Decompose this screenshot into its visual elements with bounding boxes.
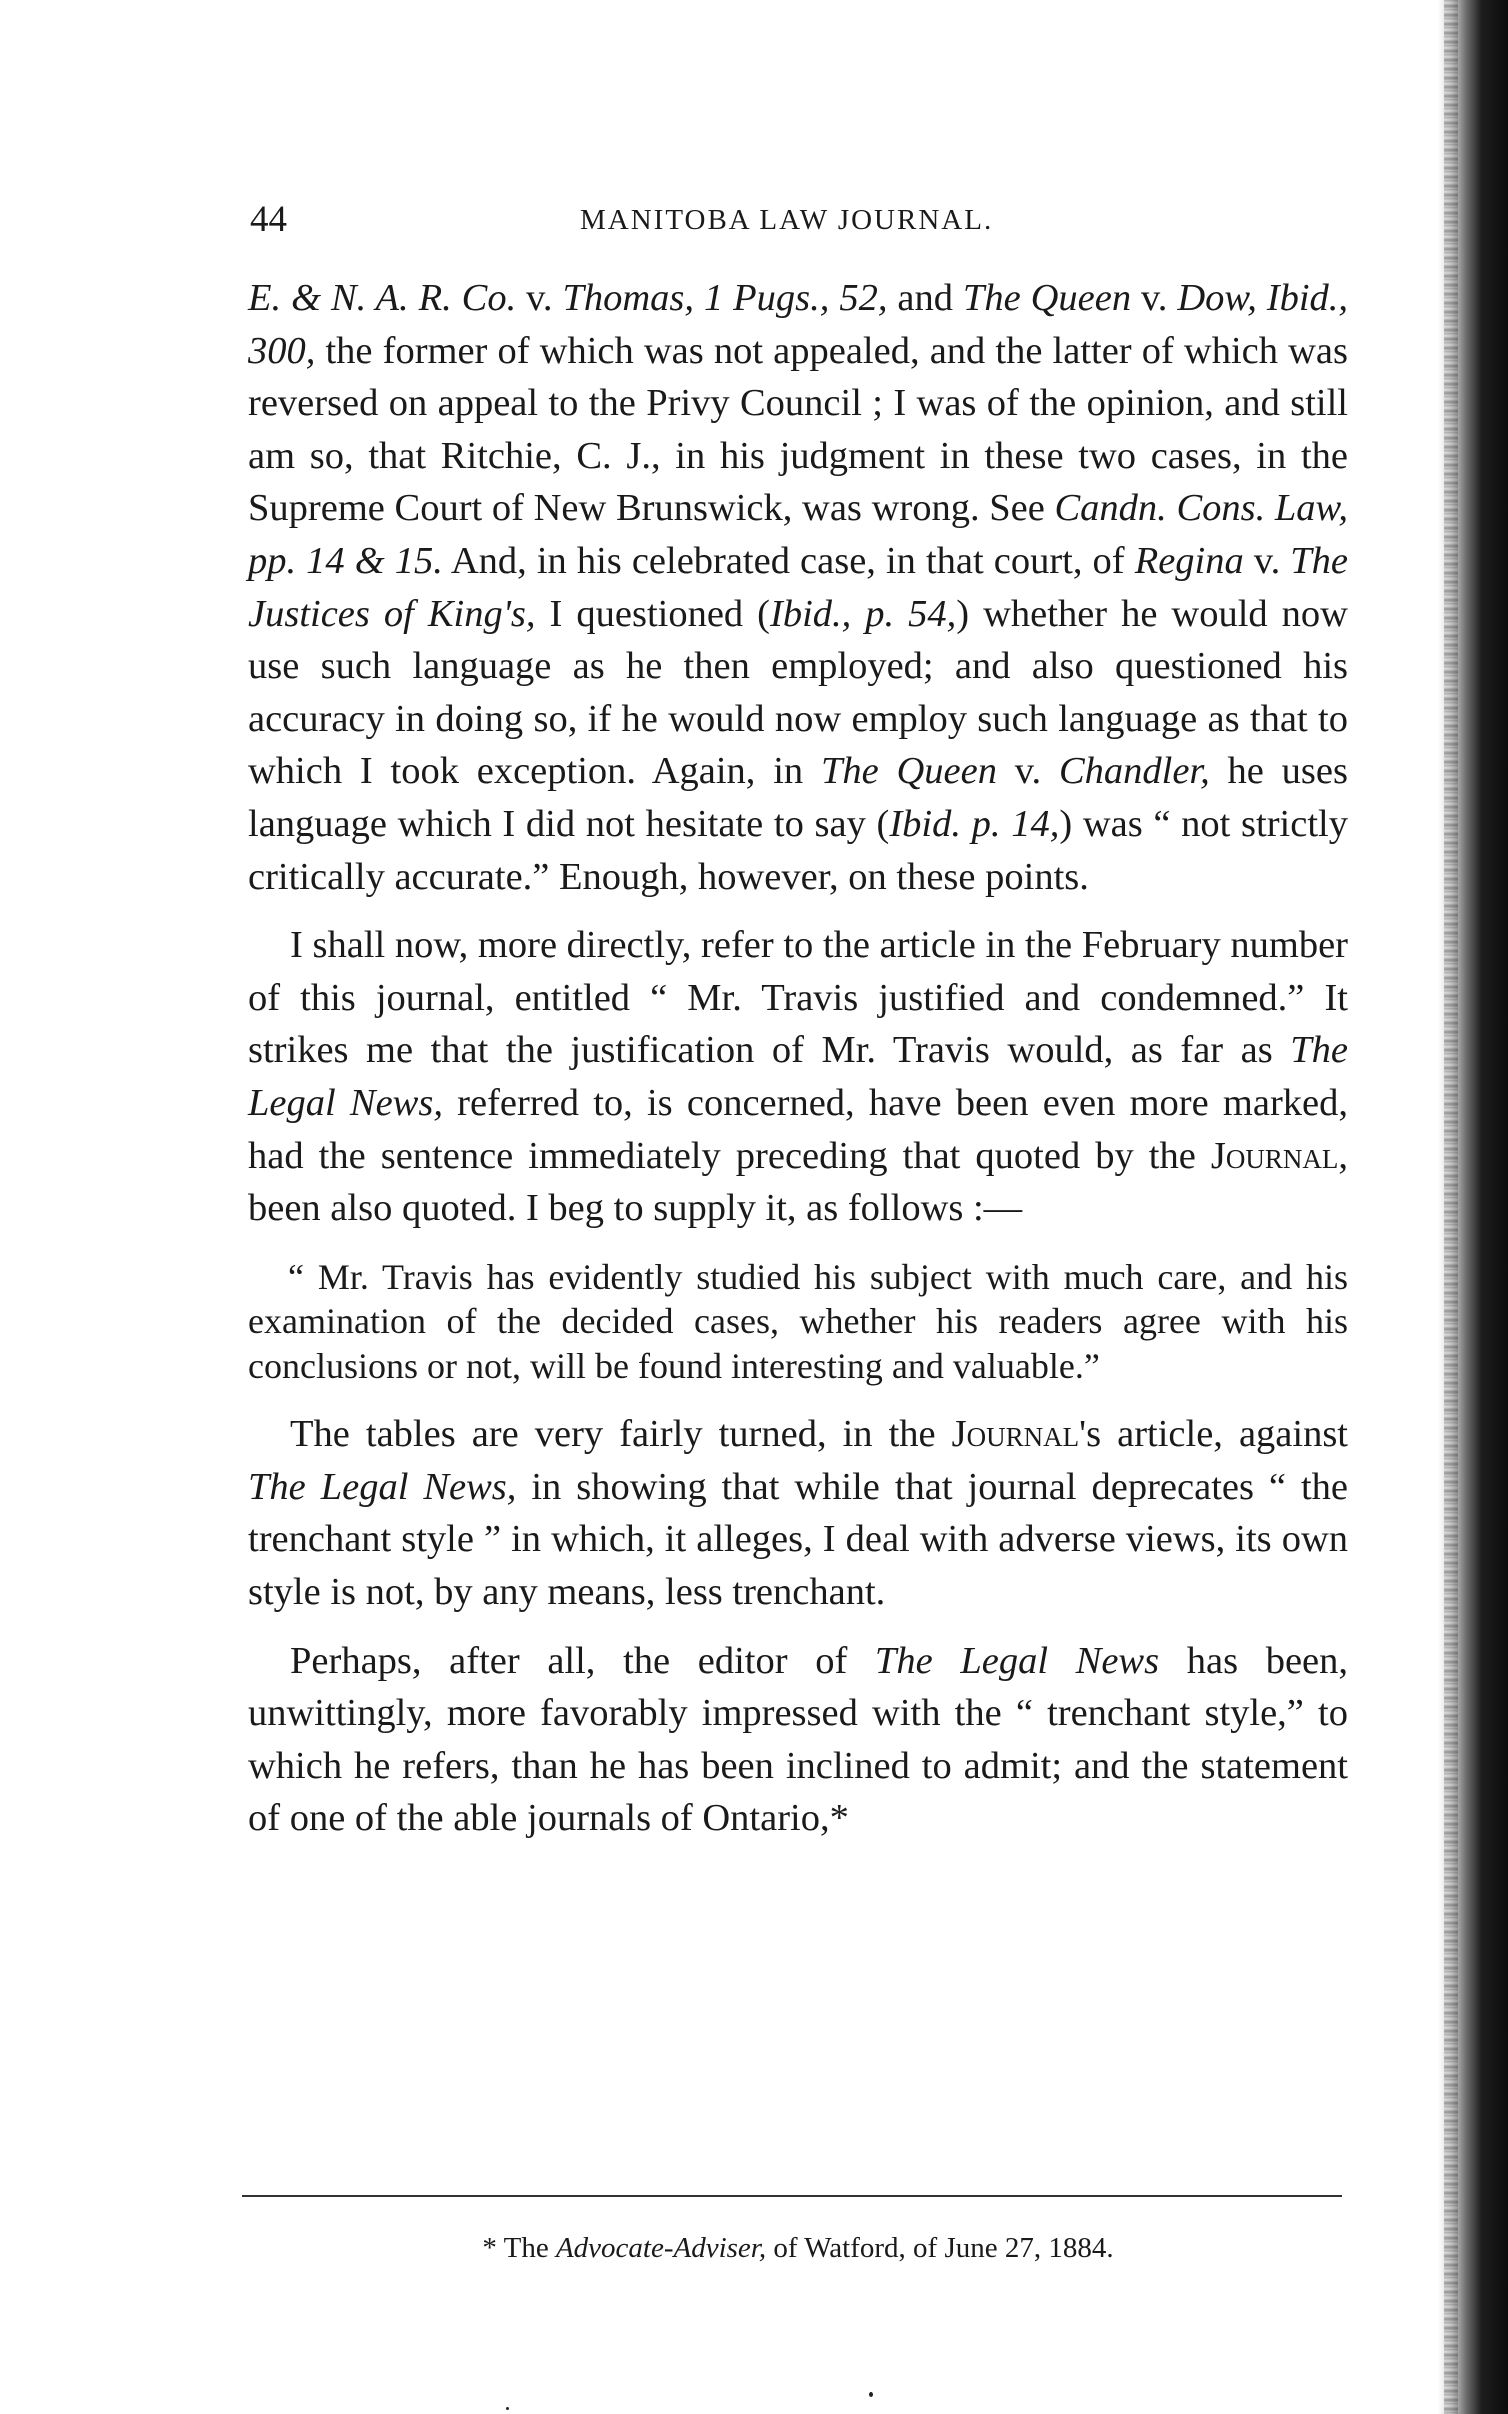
text-run: of Watford, of June 27, 1884. [766,2232,1114,2264]
text-run: v. [1131,277,1178,319]
case-citation: E. & N. A. R. Co. [248,277,517,319]
binding-edge [1438,0,1508,2414]
text-run: v. [516,277,563,319]
text-run: and [887,277,963,319]
text-run: Perhaps, after all, the editor of [290,1639,875,1682]
case-citation: Thomas, 1 Pugs., 52, [562,277,888,319]
paragraph-4 [248,1635,1348,1845]
text-run: he uses language which I did not hesitate to say ( [248,750,1348,845]
footnote-divider [242,2195,1342,2197]
text-run: v. [996,750,1059,793]
text-run: And, in his celebrated case, in that court, of [442,539,1135,582]
publication-title: The Legal News [874,1639,1160,1682]
page-number: 44 [250,199,287,240]
case-citation: The Queen [962,277,1132,319]
publication-title: The Legal News, [248,1465,517,1508]
publication-title: Advocate-Adviser, [555,2232,767,2264]
case-citation: Dow, Ibid., 300, [248,277,1349,372]
paragraph-3 [248,1408,1348,1618]
body-text [248,272,1348,1845]
text-run: ) was “ not strictly critically accurate.” Enough, however, on these points. [248,802,1348,898]
text-run: has been, unwittingly, more favorably impressed with the “ trenchant style,” to which he refers, than he has been inclined to admit; and the statement of one of the able journals of Ontario,* [248,1639,1349,1840]
case-citation: Chandler, [1058,750,1210,793]
running-head [250,196,1346,244]
text-run: ) whether he would now use such language as he then employed; and also questioned his accuracy in doing so, if he would now employ such language as that to which I took exception. Again, in [248,592,1348,793]
text-run: 's article, against [1079,1413,1348,1456]
text-run: I questioned ( [535,592,770,635]
journal-small-caps: Journal [951,1413,1080,1456]
text-run: * The [482,2232,556,2264]
text-run: the former of which was not appealed, and the latter of which was reversed on appeal to the Privy Council ; I was of the opinion, and still am so, that Ritchie, C. J., in his judgment in these two cases, in the Supreme Court of New Brunswick, was wrong. See [248,329,1348,530]
reference-citation: Ibid., p. 54, [770,592,957,635]
scan-speck [869,2392,873,2397]
reference-citation: Ibid. p. 14, [889,802,1060,845]
paragraph-2 [248,919,1348,1235]
footnote [248,2228,1348,2268]
case-citation: The Queen [820,750,997,793]
journal-title: MANITOBA LAW JOURNAL. [580,204,994,236]
journal-small-caps: Journal [1210,1134,1339,1177]
case-citation: Regina [1134,539,1244,582]
block-quote: “ Mr. Travis has evidently studied his subject with much care, and his examination of the decided cases, whether his readers agree with his conclusions or not, will be found interesting and valuable.” [248,1256,1348,1386]
text-run: in showing that while that journal deprecates “ the trenchant style ” in which, it alleges, I deal with adverse views, its own style is not, by any means, less trenchant. [248,1465,1348,1613]
publication-title: The Legal News, [248,1029,1348,1124]
text-run: , been also quoted. I beg to supply it, as follows :— [248,1134,1348,1230]
paragraph-1 [248,272,1348,903]
reference-citation: Candn. Cons. Law, pp. 14 & 15. [248,487,1348,582]
text-run: referred to, is concerned, have been even more marked, had the sentence immediately preceding that quoted by the [248,1081,1348,1177]
text-run: I shall now, more directly, refer to the article in the February number of this journal, entitled “ Mr. Travis justified and condemned.” It strikes me that the justification of Mr. Travis would, as far as [248,924,1348,1072]
text-run: v. [1243,539,1291,582]
text-run: The tables are very fairly turned, in the [290,1413,952,1456]
scan-speck [506,2407,509,2410]
case-citation: The Justices of King's, [248,539,1349,635]
